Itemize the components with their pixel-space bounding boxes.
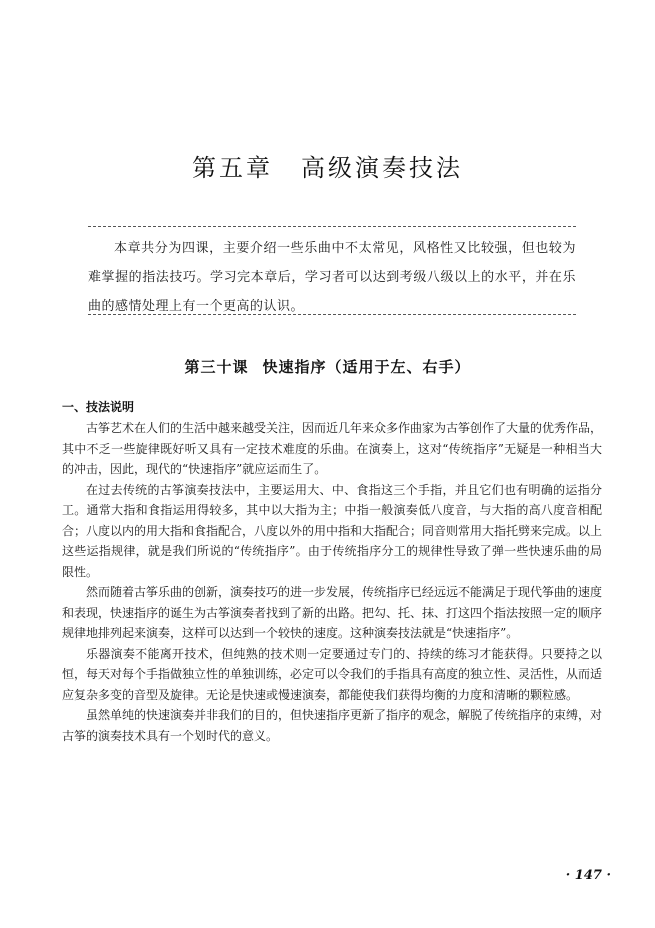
page-number: · 147 · [565,868,611,883]
lesson-title [0,356,655,377]
chapter-intro: 本章共分为四课，主要介绍一些乐曲中不太常见，风格性又比较强，但也较为难掌握的指法技巧。学习完本章后，学习者可以达到考级八级以上的水平，并在乐曲的感情处理上有一个更高的认识。 [88,241,576,314]
paragraph: 乐器演奏不能离开技术，但纯熟的技术则一定要通过专门的、持续的练习才能获得。只要持之以恒，每天对每个手指做独立性的单独训练，必定可以令我们的手指具有高度的独立性、灵活性，从而适应复杂多变的音型及旋律。无论是快速或慢速演奏，都能使我们获得均衡的力度和清晰的颗粒感。 [62,646,603,702]
paragraph: 古筝艺术在人们的生活中越来越受关注，因而近几年来众多作曲家为古筝创作了大量的优秀作品，其中不乏一些旋律既好听又具有一定技术难度的乐曲。在演奏上，这对“传统指序”无疑是一种相当大的冲击，因此，现代的“快速指序”就应运而生了。 [62,421,603,476]
paragraph: 虽然单纯的快速演奏并非我们的目的，但快速指序更新了指序的观念，解脱了传统指序的束缚，对古筝的演奏技术具有一个划时代的意义。 [62,708,603,743]
section-heading: 一、技法说明 [62,400,135,414]
section-body [62,418,602,746]
lesson-name: 快速指序（适用于左、右手） [262,358,471,376]
chapter-number: 第五章 [192,154,273,182]
intro-bottom-rule [88,314,576,315]
paragraph: 在过去传统的古筝演奏技法中，主要运用大、中、食指这三个手指，并且它们也有明确的运指分工。通常大指和食指运用得较多，其中以大指为主；中指一般演奏低八度音，与大指的高八度音相配合；八度以内的用大指和食指配合，八度以外的用中指和大指配合；同音则常用大指托劈来完成。以上这些运指规律，就是我们所说的“传统指序”。由于传统指序分工的规律性导致了弹一些快速乐曲的局限性。 [62,482,603,579]
paragraph: 然而随着古筝乐曲的创新，演奏技巧的进一步发展，传统指序已经远远不能满足于现代筝曲的速度和表现，快速指序的诞生为古筝演奏者找到了新的出路。把勾、托、抹、打这四个指法按照一定的顺序规律地排列起来演奏，这样可以达到一个较快的速度。这种演奏技法就是“快速指序”。 [62,585,603,640]
chapter-title [0,148,655,183]
chapter-name: 高级演奏技法 [301,154,463,182]
lesson-number: 第三十课 [184,358,249,376]
intro-top-rule [88,226,576,227]
